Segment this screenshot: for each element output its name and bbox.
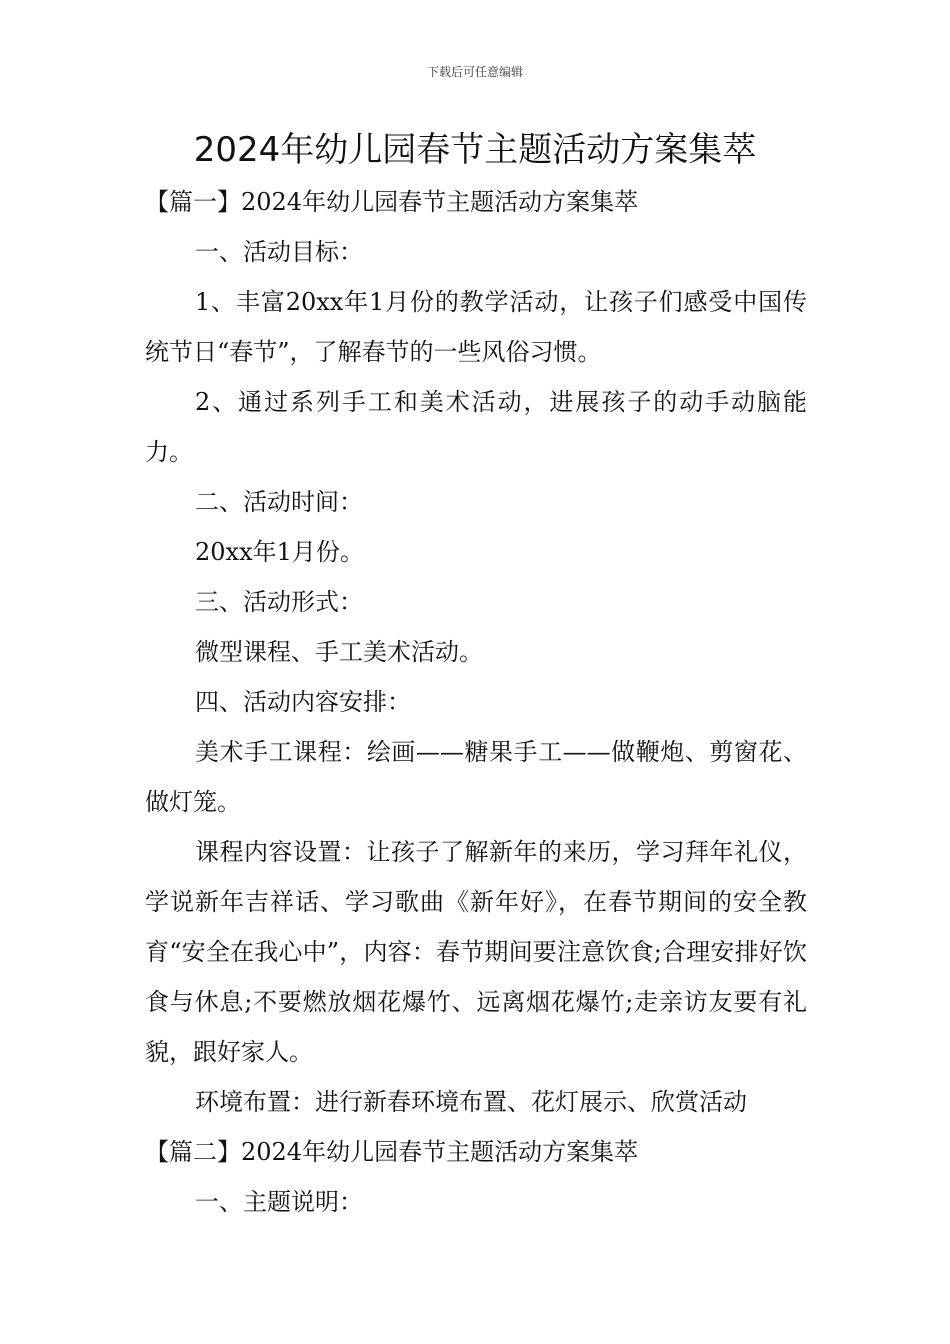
document-title: 2024年幼儿园春节主题活动方案集萃 (193, 130, 757, 170)
paragraph-form: 微型课程、手工美术活动。 (195, 638, 483, 666)
paragraph-environment: 环境布置：进行新春环境布置、花灯展示、欣赏活动 (195, 1088, 747, 1116)
paragraph-art-course: 美术手工课程：绘画——糖果手工——做鞭炮、剪窗花、做灯笼。 (145, 738, 807, 816)
subheading-time: 二、活动时间： (195, 488, 363, 516)
subheading-form: 三、活动形式： (195, 588, 363, 616)
document-body (145, 177, 807, 1227)
section-heading-2: 【篇二】2024年幼儿园春节主题活动方案集萃 (145, 1138, 639, 1166)
paragraph-time: 20xx年1月份。 (195, 538, 364, 566)
subheading-theme: 一、主题说明： (195, 1188, 363, 1216)
paragraph-goal-1: 1、丰富20xx年1月份的教学活动，让孩子们感受中国传统节日“春节”，了解春节的一些风俗习惯。 (145, 288, 807, 366)
section-heading-1: 【篇一】2024年幼儿园春节主题活动方案集萃 (145, 188, 639, 216)
subheading-goals: 一、活动目标： (195, 238, 363, 266)
paragraph-goal-2: 2、通过系列手工和美术活动，进展孩子的动手动脑能力。 (145, 388, 807, 466)
subheading-content: 四、活动内容安排： (195, 688, 411, 716)
paragraph-course-settings: 课程内容设置：让孩子了解新年的来历，学习拜年礼仪，学说新年吉祥话、学习歌曲《新年好》，在春节期间的安全教育“安全在我心中”，内容：春节期间要注意饮食;合理安排好饮食与休息;不要燃放烟花爆竹、远离烟花爆竹;走亲访友要有礼貌，跟好家人。 (145, 838, 807, 1066)
header-note: 下载后可任意编辑 (426, 65, 523, 79)
